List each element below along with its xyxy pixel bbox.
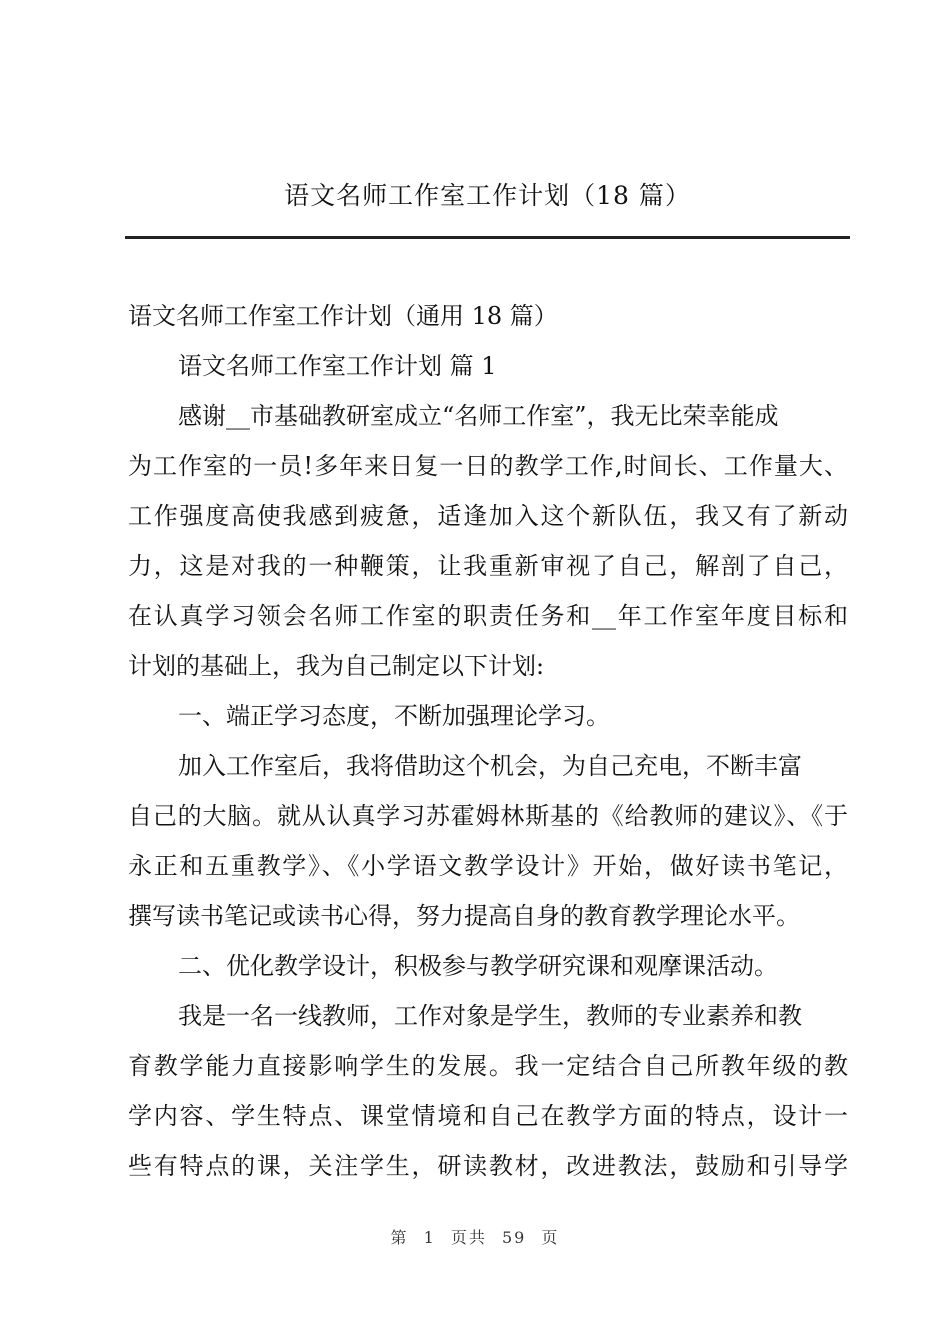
text-line: 在认真学习领会名师工作室的职责任务和__年工作室年度目标和 [128,602,848,630]
list-heading: 一、端正学习态度，不断加强理论学习。 [178,702,610,730]
page-number: 第 1 页共 59 页 [390,1228,560,1247]
header-divider [125,236,850,239]
text-line: 计划的基础上，我为自己制定以下计划: [128,652,545,680]
text-line: 自己的大脑。就从认真学习苏霍姆林斯基的《给教师的建议》、《于 [128,802,848,830]
section-heading: 语文名师工作室工作计划 篇 1 [178,352,497,380]
text-line: 力，这是对我的一种鞭策，让我重新审视了自己，解剖了自己， [128,552,848,580]
text-line: 永正和五重教学》、《小学语文教学设计》开始，做好读书笔记， [128,852,848,880]
text-line: 加入工作室后，我将借助这个机会，为自己充电，不断丰富 [178,752,802,780]
text-line: 育教学能力直接影响学生的发展。我一定结合自己所教年级的教 [128,1052,848,1080]
text-line: 为工作室的一员!多年来日复一日的教学工作,时间长、工作量大、 [128,452,848,480]
text-line: 我是一名一线教师，工作对象是学生，教师的专业素养和教 [178,1002,802,1030]
text-line: 些有特点的课，关注学生，研读教材，改进教法，鼓励和引导学 [128,1152,848,1180]
text-line: 学内容、学生特点、课堂情境和自己在教学方面的特点，设计一 [128,1102,848,1130]
list-heading: 二、优化教学设计，积极参与教学研究课和观摩课活动。 [178,952,778,980]
document-header-title: 语文名师工作室工作计划（18 篇） [284,181,691,210]
document-subtitle: 语文名师工作室工作计划（通用 18 篇） [128,302,558,330]
text-line: 工作强度高使我感到疲惫，适逢加入这个新队伍，我又有了新动 [128,502,848,530]
document-body [128,297,848,1197]
text-line: 感谢__市基础教研室成立“名师工作室”，我无比荣幸能成 [178,402,779,430]
text-line: 撰写读书笔记或读书心得，努力提高自身的教育教学理论水平。 [128,902,800,930]
